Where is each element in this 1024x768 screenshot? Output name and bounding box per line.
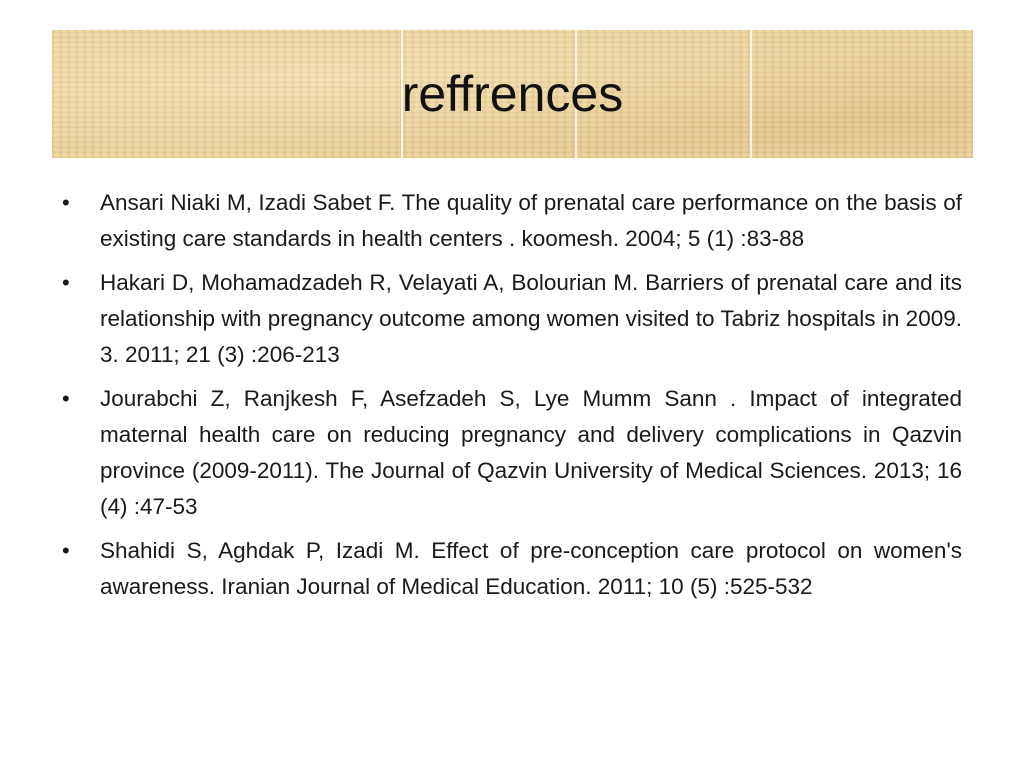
reference-item: [62, 533, 962, 605]
reference-item: [62, 265, 962, 373]
reference-text: Ansari Niaki M, Izadi Sabet F. The quality of prenatal care performance on the basis of existing care standards in health centers . koomesh. 2004; 5 (1) :83-88: [100, 190, 962, 251]
reference-text: Jourabchi Z, Ranjkesh F, Asefzadeh S, Lye Mumm Sann . Impact of integrated maternal health care on reducing pregnancy and delivery complications in Qazvin province (2009-2011). The Journal of Qazvin University of Medical Sciences. 2013; 16 (4) :47-53: [100, 386, 962, 519]
reference-item: [62, 185, 962, 257]
reference-text: Hakari D, Mohamadzadeh R, Velayati A, Bolourian M. Barriers of prenatal care and its relationship with pregnancy outcome among women visited to Tabriz hospitals in 2009. 3. 2011; 21 (3) :206-213: [100, 270, 962, 367]
bullet-icon: •: [62, 386, 70, 411]
reference-item: [62, 381, 962, 525]
bullet-icon: •: [62, 190, 70, 215]
reference-list: [62, 185, 962, 613]
bullet-icon: •: [62, 538, 70, 563]
slide-title: reffrences: [401, 66, 624, 122]
bullet-icon: •: [62, 270, 70, 295]
reference-text: Shahidi S, Aghdak P, Izadi M. Effect of pre-conception care protocol on women's awareness. Iranian Journal of Medical Education. 2011; 10 (5) :525-532: [100, 538, 962, 599]
title-banner: [52, 30, 973, 158]
